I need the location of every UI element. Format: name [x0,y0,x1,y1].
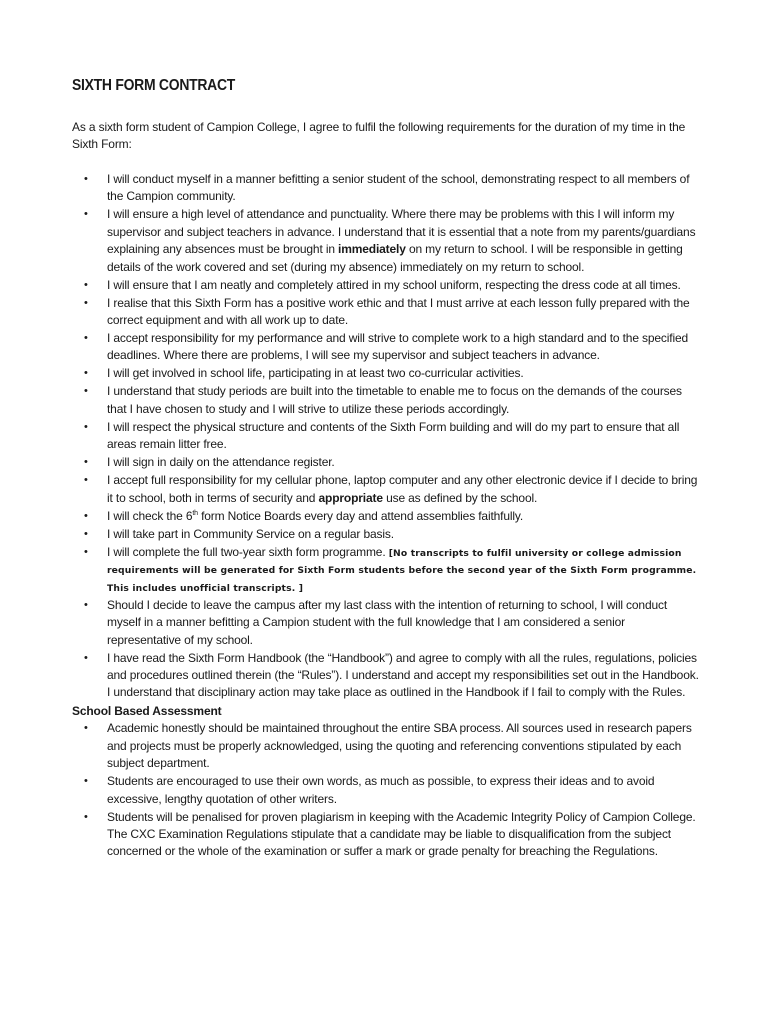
bullet-icon: • [84,420,88,433]
list-item: • I accept full responsibility for my cellular phone, laptop computer and any other electronic device if I decide to bring it to school, both in terms of security and appropriate use as defined by the school. [84,473,698,505]
list-item: • I will sign in daily on the attendance register. [72,454,702,471]
requirements-list [72,171,702,702]
intro-paragraph: As a sixth form student of Campion College, I agree to fulfil the following requirements for the duration of my time in the Sixth Form: [72,120,686,151]
bullet-icon: • [84,527,88,540]
list-item: • I will conduct myself in a manner befitting a senior student of the school, demonstrating respect to all members of the Campion community. [84,172,690,204]
list-item: • I accept responsibility for my performance and will strive to complete work to a high standard and to the specified deadlines. Where there are problems, I will see my supervisor and subject teachers in advance. [84,331,689,363]
document-title: SIXTH FORM CONTRACT [72,77,236,94]
list-item: • Should I decide to leave the campus after my last class with the intention of returning to school, I will conduct myself in a manner befitting a Campion student with the full knowledge that I am considered a senior representative of my school. [84,597,668,647]
emphasis-text: immediately [338,242,406,257]
bullet-icon: • [84,367,88,380]
bullet-icon: • [84,545,88,558]
bullet-icon: • [84,651,88,664]
list-item: • I will complete the full two-year sixth form programme. [No transcripts to fulfil university or college admission requirements will be generated for Sixth Form students before the second year of the Sixth Form programme. This includes unofficial transcripts. ] [84,544,697,594]
bullet-icon: • [84,173,88,185]
list-item: • I have read the Sixth Form Handbook (the “Handbook”) and agree to comply with all the rules, regulations, policies and procedures outlined therein (the “Rules”). I understand and accept my responsibilities set out in the Handbook. I understand that disciplinary action may take place as outlined in the Handbook if I fail to comply with the Rules. [84,650,699,700]
list-item: • I will ensure that I am neatly and completely attired in my school uniform, respecting the dress code at all times. [72,277,702,294]
bullet-icon: • [84,456,88,469]
bullet-icon: • [84,208,88,221]
sba-list [72,720,702,860]
sba-heading: School Based Assessment [72,704,222,719]
bullet-icon: • [84,385,88,398]
list-item: • Students are encouraged to use their own words, as much as possible, to express their ideas and to avoid excessive, lengthy quotation of other writers. [84,774,655,806]
bullet-icon: • [84,509,88,522]
ordinal-suffix: th [192,509,198,517]
bullet-icon: • [84,775,88,788]
bullet-icon: • [84,332,88,345]
transcript-note: [No transcripts to fulfil university or college admission requirements will be generated for Sixth Form students before the second year of the Sixth Form programme. This includes unofficial transcripts. ] [107,547,697,594]
list-item: • I will ensure a high level of attendance and punctuality. Where there may be problems with this I will inform my supervisor and subject teachers in advance. I understand that it is essential that a note from my parents/guardians explaining any absences must be brought in immediately on my return to school. I will be responsible in getting details of the work covered and set (during my absence) immediately on my return to school. [84,207,696,274]
bullet-icon: • [84,810,88,823]
emphasis-text: appropriate [318,490,383,505]
bullet-icon: • [84,598,88,611]
bullet-icon: • [84,722,88,735]
list-item: • I will get involved in school life, participating in at least two co-curricular activities. [72,365,702,382]
list-item: • I realise that this Sixth Form has a positive work ethic and that I must arrive at each lesson fully prepared with the correct equipment and with all work up to date. [84,295,690,328]
list-item: • Academic honestly should be maintained throughout the entire SBA process. All sources used in research papers and projects must be properly acknowledged, using the quoting and referencing conventions stipulated by each subject department. [84,721,692,771]
contract-page [72,76,702,861]
list-item: • I will respect the physical structure and contents of the Sixth Form building and will do my part to ensure that all areas remain litter free. [84,419,680,452]
bullet-icon: • [84,474,88,487]
list-item: • Students will be penalised for proven plagiarism in keeping with the Academic Integrity Policy of Campion College. The CXC Examination Regulations stipulate that a candidate may be liable to disqualification from the subject concerned or the whole of the examination or suffer a mark or grade penalty for breaching the Regulations. [84,809,696,859]
bullet-icon: • [84,296,88,309]
list-item: • I will check the 6th form Notice Boards every day and attend assemblies faithfully. [72,508,702,525]
list-item: • I understand that study periods are built into the timetable to enable me to focus on the demands of the courses that I have chosen to study and I will strive to utilize these periods accordingly. [84,384,682,416]
bullet-icon: • [84,278,88,291]
list-item: • I will take part in Community Service on a regular basis. [72,526,702,543]
